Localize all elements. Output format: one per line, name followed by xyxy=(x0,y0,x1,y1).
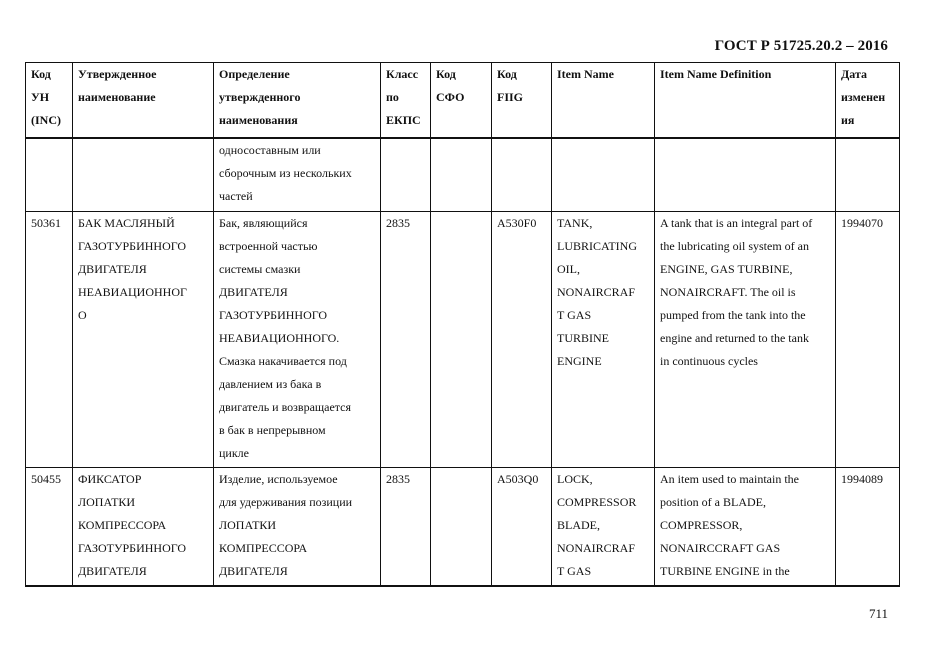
table-row-continuation xyxy=(26,138,900,212)
cell-date xyxy=(836,138,900,212)
cell-fiig: A530F0 xyxy=(492,211,552,467)
table-row xyxy=(26,467,900,586)
cell-definition-ru: Изделие, используемое для удерживания позиции ЛОПАТКИ КОМПРЕССОРА ДВИГАТЕЛЯ xyxy=(214,467,381,586)
cell-sfo xyxy=(431,138,492,212)
cell-class xyxy=(381,138,431,212)
column-header-date: Дата изменен ия xyxy=(836,63,900,138)
cell-name-ru: БАК МАСЛЯНЫЙ ГАЗОТУРБИННОГО ДВИГАТЕЛЯ НЕАВИАЦИОННОГ О xyxy=(73,211,214,467)
document-standard-header: ГОСТ Р 51725.20.2 – 2016 xyxy=(714,38,888,54)
cell-date: 1994089 xyxy=(836,467,900,586)
item-names-table xyxy=(25,62,900,587)
cell-item-definition: An item used to maintain the position of a BLADE, COMPRESSOR, NONAIRCCRAFT GAS TURBINE ENGINE in the xyxy=(655,467,836,586)
cell-inc: 50361 xyxy=(26,211,73,467)
cell-item-definition: A tank that is an integral part of the lubricating oil system of an ENGINE, GAS TURBINE, NONAIRCRAFT. The oil is pumped from the tank into the engine and returned to the tank in continuous cycles xyxy=(655,211,836,467)
cell-fiig xyxy=(492,138,552,212)
cell-sfo xyxy=(431,211,492,467)
column-header-item-definition: Item Name Definition xyxy=(655,63,836,138)
column-header-sfo: Код СФО xyxy=(431,63,492,138)
cell-inc xyxy=(26,138,73,212)
cell-name-ru xyxy=(73,138,214,212)
page-number: 711 xyxy=(868,606,888,621)
cell-name-ru: ФИКСАТОР ЛОПАТКИ КОМПРЕССОРА ГАЗОТУРБИННОГО ДВИГАТЕЛЯ xyxy=(73,467,214,586)
column-header-class: Класс по ЕКПС xyxy=(381,63,431,138)
cell-sfo xyxy=(431,467,492,586)
cell-item-name: TANK, LUBRICATING OIL, NONAIRCRAF T GAS TURBINE ENGINE xyxy=(552,211,655,467)
column-header-item-name: Item Name xyxy=(552,63,655,138)
column-header-fiig: Код FIIG xyxy=(492,63,552,138)
table-row xyxy=(26,211,900,467)
cell-item-name: LOCK, COMPRESSOR BLADE, NONAIRCRAF T GAS xyxy=(552,467,655,586)
table-header-row xyxy=(26,63,900,138)
cell-date: 1994070 xyxy=(836,211,900,467)
cell-definition-ru: Бак, являющийся встроенной частью системы смазки ДВИГАТЕЛЯ ГАЗОТУРБИННОГО НЕАВИАЦИОННОГО. Смазка накачивается под давлением из бака в двигатель и возвращается в бак в непрерывном цикле xyxy=(214,211,381,467)
cell-definition-ru: односоставным или сборочным из нескольких частей xyxy=(214,138,381,212)
cell-item-name xyxy=(552,138,655,212)
column-header-inc: Код УН (INC) xyxy=(26,63,73,138)
cell-inc: 50455 xyxy=(26,467,73,586)
cell-class: 2835 xyxy=(381,211,431,467)
cell-fiig: A503Q0 xyxy=(492,467,552,586)
column-header-name-ru: Утвержденное наименование xyxy=(73,63,214,138)
cell-item-definition xyxy=(655,138,836,212)
column-header-definition-ru: Определение утвержденного наименования xyxy=(214,63,381,138)
cell-class: 2835 xyxy=(381,467,431,586)
